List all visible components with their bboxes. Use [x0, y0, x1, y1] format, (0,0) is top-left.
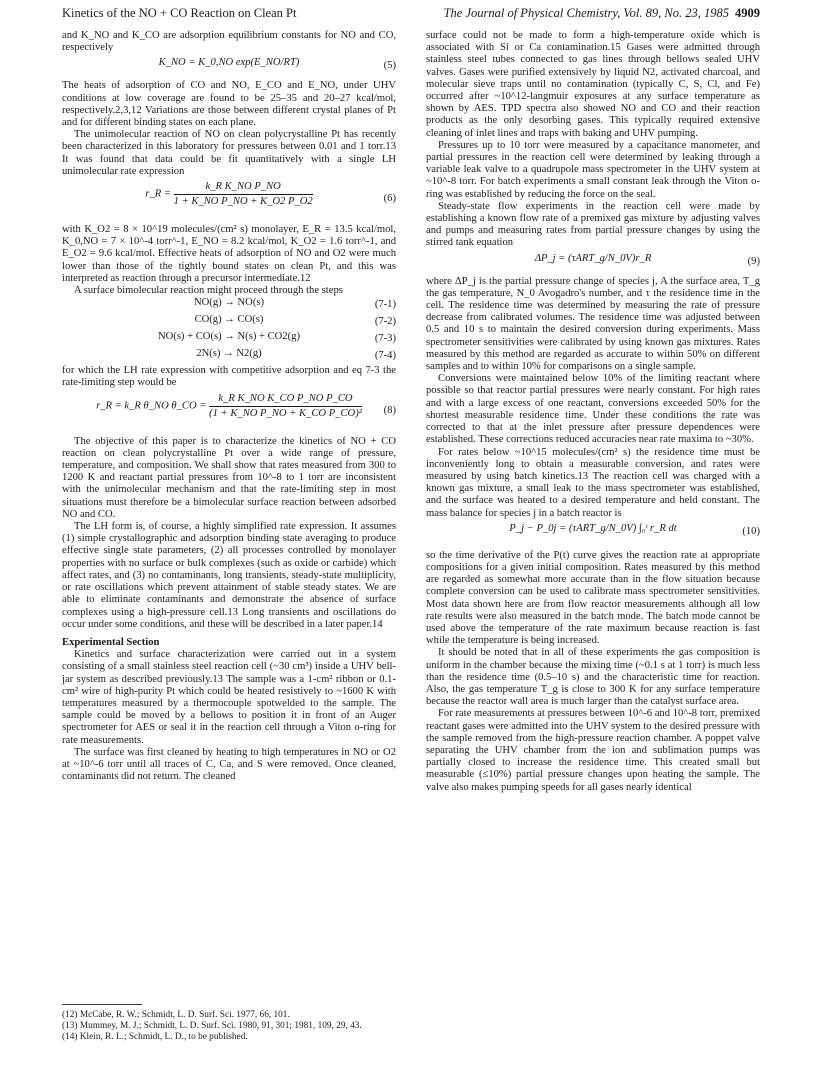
equation-8 [62, 393, 396, 433]
paragraph: For rate measurements at pressures between 10^-6 and 10^-8 torr, premixed reactant gases were admitted into the UHV system to the desired pressure with the sample removed from the high-pressure reaction chamber. A poppet valve separating the UHV chamber from the ion and sublimation pumps was partially closed to increase the residence time. This created small but measurable (≤10%) partial pressure changes upon heating the sample. The valve also makes pumping speeds for all gases nearly identical [426, 708, 760, 793]
equation-number: (7-4) [374, 350, 396, 362]
paragraph: Kinetics and surface characterization were carried out in a system consisting of a small stainless steel reaction cell (~30 cm³) inside a UHV bell-jar system as described previously.13 The sample was a 1-cm² ribbon or 0.1-cm² wire of high-purity Pt which could be heated resistively to ~1600 K with temperatures measured by a thermocouple spotwelded to the sample. The sample could be moved by a bellows to position it in front of an Auger spectrometer for AES or seal it in the reaction cell through a Viton o-ring for rate measurements. [62, 649, 396, 746]
paragraph: with K_O2 = 8 × 10^19 molecules/(cm² s) monolayer, E_R = 13.5 kcal/mol, K_0,NO = 7 × 10^-4 torr^-1, E_NO = 8.2 kcal/mol, K_O2 = 1.6 torr^-1, and E_O2 = 9.6 kcal/mol. Effective heats of adsorption of NO and O2 were much lower than those of the tightly bound states on clean Pt, and this was interpreted as reaction through a precursor intermediate.12 [62, 224, 396, 284]
paragraph: The unimolecular reaction of NO on clean polycrystalline Pt has recently been characterized in this laboratory for pressures between 0.01 and 1 torr.13 It was found that data could be fit quantitatively with a single LH unimolecular rate expression [62, 129, 396, 177]
equation-number: (6) [383, 193, 396, 205]
reaction-7-2 [62, 314, 396, 331]
running-header [62, 6, 760, 22]
denominator: (1 + K_NO P_NO + K_CO P_CO)² [209, 407, 362, 419]
page-number: 4909 [735, 6, 760, 20]
paragraph: so the time derivative of the P(t) curve gives the reaction rate at appropriate compositions for a given initial composition. Rates measured by this method are regarded as somewhat more accurate than in the flow situation because complete conversion can be used to calibrate mass spectrometer sensitivities. Most data shown here are from flow reactor measurements although all low rate results were also measured in the batch mode. The batch mode cannot be used above the temperature of the rate maximum because reaction is fast while the temperature is being increased. [426, 549, 760, 647]
denominator: 1 + K_NO P_NO + K_O2 P_O2 [173, 196, 313, 208]
paragraph: The surface was first cleaned by heating to high temperatures in NO or O2 at ~10^-6 torr until all traces of C, Ca, and S were removed. Once cleaned, contaminants did not return. The cleaned [62, 746, 396, 783]
reaction-7-4 [62, 348, 396, 365]
footnote: (13) Mummey, M. J.; Schmidt, L. D. Surf. Sci. 1980, 91, 301; 1981, 109, 29, 43. [62, 1021, 362, 1031]
paragraph: The LH form is, of course, a highly simplified rate expression. It assumes (1) simple crystallographic and adsorption binding state averaging to produce effective single state parameters, (2) all processes controlled by monolayer properties with no surface or bulk complexes (such as oxide or carbide) which affect rates, and (3) no contaminants, long transients, steady-state multiplicity, or rate oscillations which prevent attainment of stable steady states. We are able to eliminate contaminants and demonstrate the absence of surface complexes using a high-pressure cell.13 Long transients and oscillations do occur under some conditions, and these will be described in a later paper.14 [62, 521, 396, 630]
journal-citation [444, 6, 760, 21]
equation-fraction [209, 393, 362, 420]
reaction-7-3 [62, 331, 396, 348]
journal-name: The Journal of Physical Chemistry, Vol. 89, No. 23, 1985 [443, 6, 729, 20]
paragraph: Steady-state flow experiments in the reaction cell were made by establishing a known flow rate of a premixed gas mixture by adjusting valves and pumps and measuring rates from partial pressure changes by using the stirred tank equation [426, 200, 760, 249]
paragraph: surface could not be made to form a high-temperature oxide which is associated with Si or Ca contamination.15 Gases were admitted through stainless steel tubes connected to gas lines through bellows sealed UHV valves. Gases were purified extensively by liquid N2, activated charcoal, and molecular sieve traps until no contamination (typically C, S, Cl, and Fe) occurred after ~10^12-langmuir exposures at any surface temperature as shown by AES. TPD spectra also showed NO and CO and their reaction products as the only desorbing gases. This typically required extensive cleaning of inlet lines and traps with baking and UHV pumping. [426, 30, 760, 139]
reaction-7-1 [62, 297, 396, 314]
equation-number: (9) [747, 255, 760, 267]
paragraph: The objective of this paper is to characterize the kinetics of NO + CO reaction on clean polycrystalline Pt over a wide range of pressure, temperature, and composition. We shall show that rates measured from 300 to 1200 K and reactant partial pressures from 10^-8 to 1 torr are inconsistent with the unimolecular mechanism and that the rate-limiting step in most situations must therefore be a bimolecular surface reaction between adsorbed NO and CO. [62, 435, 396, 520]
paragraph: and K_NO and K_CO are adsorption equilibrium constants for NO and CO, respectively [62, 30, 396, 54]
equation-lhs: r_R = k_R θ_NO θ_CO = [96, 400, 207, 412]
reaction-body: NO(s) + CO(s) → N(s) + CO2(g) [157, 331, 300, 343]
equation-lhs: r_R = [145, 188, 171, 200]
equation-6 [62, 181, 396, 221]
equation-number: (7-3) [374, 333, 396, 345]
paragraph: Pressures up to 10 torr were measured by a capacitance manometer, and partial pressures in the reaction cell were determined by leaking through a variable leak valve to a quadrupole mass spectrometer in the UHV system at ~10^-8 torr. For batch experiments a small constant leak through the Viton o-ring was established by reducing the force on the seal. [426, 139, 760, 200]
section-heading: Experimental Section [62, 636, 160, 648]
equation-number: (7-2) [374, 316, 396, 328]
equation-number: (10) [742, 525, 760, 537]
running-title: Kinetics of the NO + CO Reaction on Clean Pt [62, 6, 297, 20]
paragraph: It should be noted that in all of these experiments the gas composition is uniform in the chamber because the mixing time (~0.1 s at 1 torr) is much less than the residence time (0.5–10 s) and the characteristic time for reaction. Also, the gas temperature T_g is close to 300 K for any surface temperature because the reactor wall area is much larger than the catalyst surface area. [426, 647, 760, 708]
numerator: k_R K_NO K_CO P_NO P_CO [209, 393, 362, 407]
footnote: (14) Klein, R. L.; Schmidt, L. D., to be published. [62, 1032, 248, 1042]
equation-fraction [174, 181, 313, 208]
equation-number: (7-1) [374, 299, 396, 311]
left-column [62, 30, 396, 783]
paragraph: For rates below ~10^15 molecules/(cm² s) the residence time must be inconveniently long to obtain a measurable conversion, and rates were measured by using batch kinetics.13 The reaction cell was charged with a known gas mixture, a small leak to the mass spectrometer was established, and the surface was heated to a desired temperature and held constant. The mass balance for species j in a batch reactor is [426, 446, 760, 519]
equation-10 [426, 523, 760, 547]
reaction-body: NO(g) → NO(s) [193, 297, 265, 309]
reaction-body: 2N(s) → N2(g) [196, 348, 262, 360]
numerator: k_R K_NO P_NO [174, 181, 313, 195]
equation-body: P_j − P_0j = (τART_g/N_0V) ∫₀ᵗ r_R dt [509, 522, 677, 534]
right-column [426, 30, 760, 794]
paragraph: A surface bimolecular reaction might proceed through the steps [74, 285, 343, 297]
equation-5 [62, 57, 396, 77]
equation-number: (8) [383, 404, 396, 416]
paragraph: Conversions were maintained below 10% of the limiting reactant where possible so that reactor partial pressures were nearly constant. For high rates and with a large excess of one reactant, conversions exceeded 50% for the shortest measurable residence time. Under these conditions the rate was corrected to that at the inlet pressure after pressure dependences were established. These corrections reduced accuracies near rate maxima to ~30%. [426, 373, 760, 446]
paragraph: for which the LH rate expression with competitive adsorption and eq 7-3 the rate-limiting step would be [62, 365, 396, 389]
equation-body: K_NO = K_0,NO exp(E_NO/RT) [158, 57, 300, 69]
paragraph: where ΔP_j is the partial pressure change of species j, A the surface area, T_g the gas temperature, N_0 Avogadro's number, and τ the residence time in the cell. The residence time was determined by measuring the rate of pressure decrease from calibrated volumes. The residence time was adjusted between 0.5 and 10 s to maintain the desired conversion during experiments. Mass spectrometer sensitivities were calibrated by using known gas mixtures. Rates measured by this method are regarded as accurate to within 50% on different samples and to within 10% for comparisons on a single sample. [426, 275, 760, 373]
equation-body: ΔP_j = (τART_g/N_0V)r_R [534, 252, 652, 264]
footnote-rule [62, 1004, 142, 1005]
paragraph: The heats of adsorption of CO and NO, E_CO and E_NO, under UHV conditions at low coverage are found to be 25–35 and 20–27 kcal/mol, respectively.2,3,12 Variations are those between different crystal planes of Pt and for different binding states on each plane. [62, 80, 396, 129]
reaction-body: CO(g) → CO(s) [194, 314, 264, 326]
footnotes [62, 1010, 396, 1043]
equation-9 [426, 253, 760, 273]
equation-number: (5) [383, 60, 396, 72]
footnote: (12) McCabe, R. W.; Schmidt, L. D. Surf. Sci. 1977, 66, 101. [62, 1010, 290, 1020]
